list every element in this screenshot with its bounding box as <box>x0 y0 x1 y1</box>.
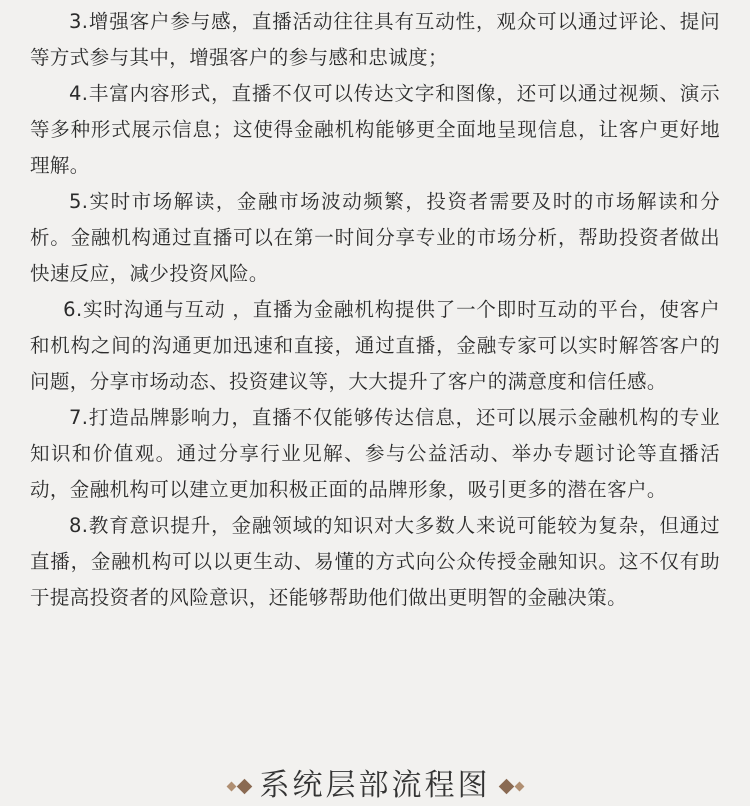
paragraph-3: 3.增强客户参与感，直播活动往往具有互动性，观众可以通过评论、提问等方式参与其中，增强客户的参与感和忠诚度； <box>30 10 720 69</box>
paragraph-6: 6.实时沟通与互动 ，直播为金融机构提供了一个即时互动的平台，使客户和机构之间的沟通更加迅速和直接，通过直播，金融专家可以实时解答客户的问题，分享市场动态、投资建议等，大大提升了客户的满意度和信任感。 <box>30 298 720 393</box>
section-heading <box>0 766 750 806</box>
left-diamond-ornament-icon <box>228 781 250 792</box>
paragraph-7: 7.打造品牌影响力，直播不仅能够传达信息，还可以展示金融机构的专业知识和价值观。通过分享行业见解、参与公益活动、举办专题讨论等直播活动，金融机构可以建立更加积极正面的品牌形象，吸引更多的潜在客户。 <box>30 406 720 501</box>
paragraph-4: 4.丰富内容形式，直播不仅可以传达文字和图像，还可以通过视频、演示等多种形式展示信息；这使得金融机构能够更全面地呈现信息，让客户更好地理解。 <box>30 82 720 177</box>
paragraph-8: 8.教育意识提升，金融领域的知识对大多数人来说可能较为复杂，但通过直播，金融机构可以以更生动、易懂的方式向公众传授金融知识。这不仅有助于提高投资者的风险意识，还能够帮助他们做出更明智的金融决策。 <box>30 514 720 609</box>
section-title: 系统层部流程图 <box>259 768 491 803</box>
paragraph-5: 5.实时市场解读，金融市场波动频繁，投资者需要及时的市场解读和分析。金融机构通过直播可以在第一时间分享专业的市场分析，帮助投资者做出快速反应，减少投资风险。 <box>30 190 720 285</box>
right-diamond-ornament-icon <box>501 781 523 792</box>
